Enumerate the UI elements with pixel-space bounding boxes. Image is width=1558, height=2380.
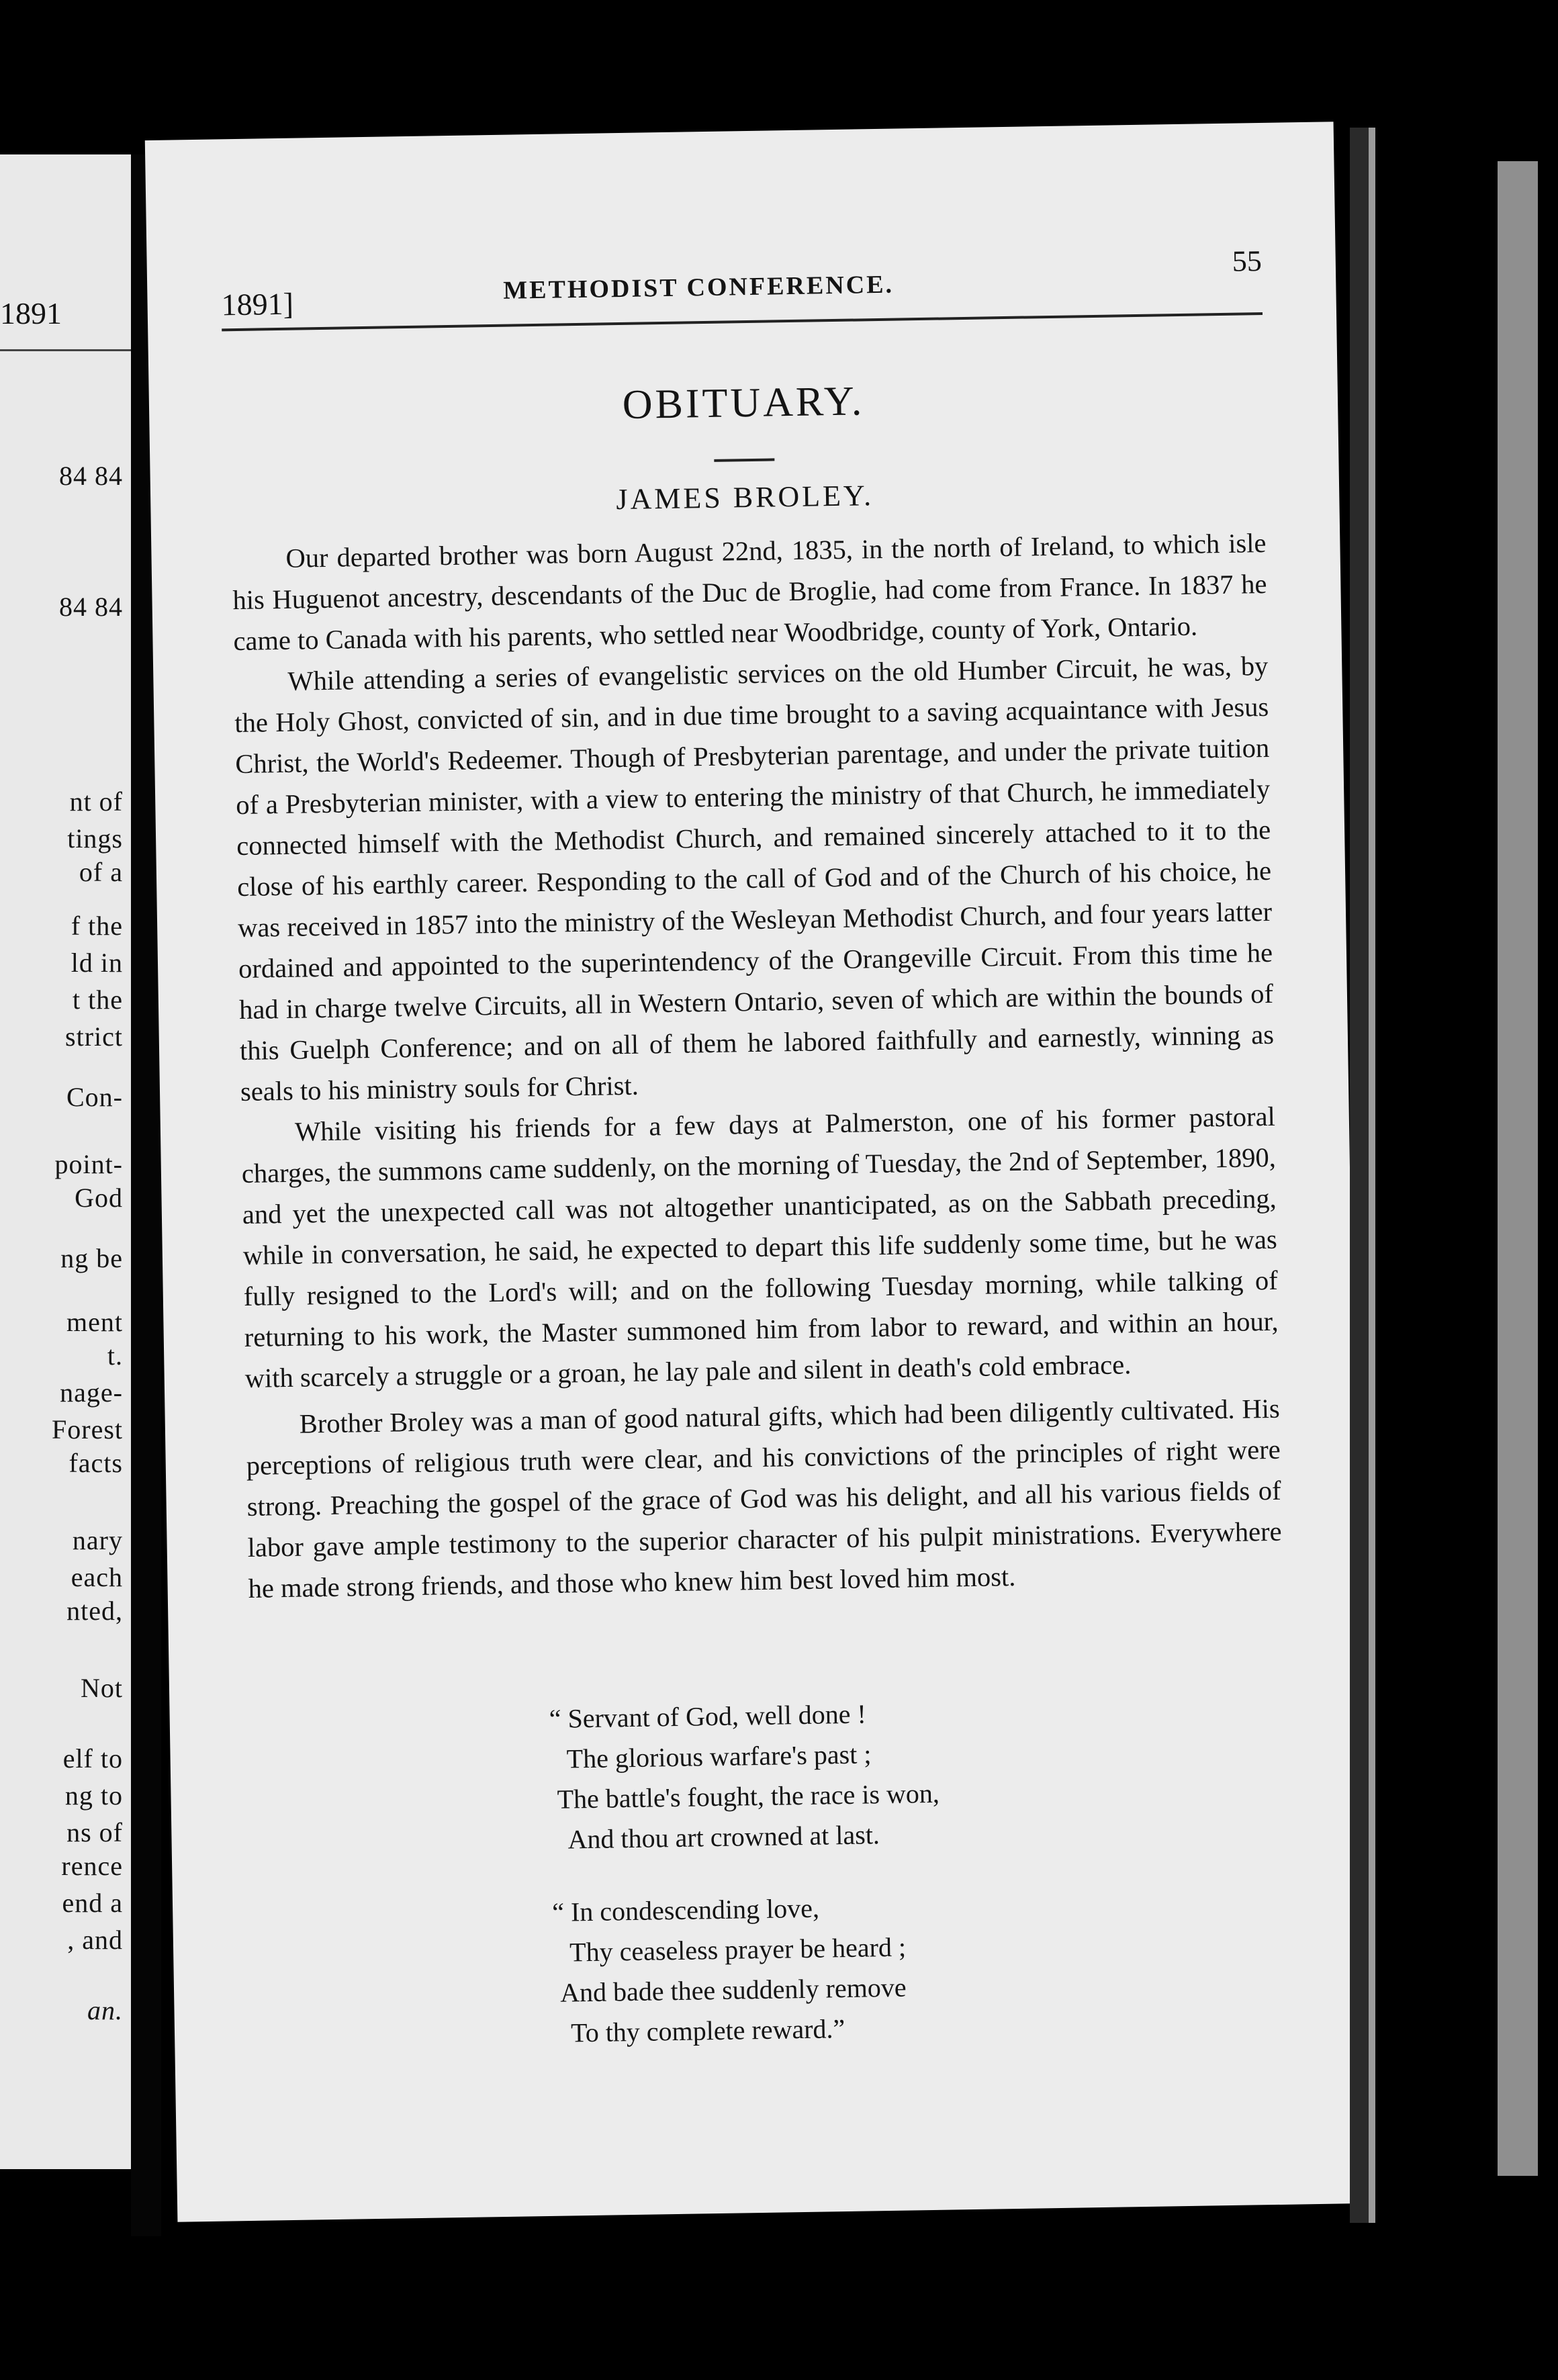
left-page-rule: [0, 349, 131, 351]
left-fragment: rence: [61, 1851, 123, 1881]
paragraph-birth: Our departed brother was born August 22nd, 1835, in the north of Ireland, to which isle his Huguenot ancestry, descendants of the Duc de Broglie, had come from France. In 1837 he came to Canada with his parents, who settled near Woodbridge, county of York, Ontario.: [232, 527, 1267, 657]
left-fragment: f the: [71, 911, 123, 941]
left-fragment: ld in: [71, 948, 123, 978]
left-fragment: Forest: [52, 1414, 123, 1445]
left-fragment: nage-: [60, 1377, 123, 1408]
left-fragment: 84 84: [59, 461, 123, 491]
poem-line: The glorious warfare's past ;: [566, 1739, 872, 1774]
book-page: [145, 122, 1366, 2222]
left-page-fragment: [0, 154, 131, 2169]
poem-line: And bade thee suddenly remove: [559, 1972, 907, 2008]
left-fragment: Not: [81, 1673, 123, 1703]
subject-name: JAMES BROLEY.: [616, 479, 874, 516]
poem-line: Thy ceaseless prayer be heard ;: [569, 1931, 907, 1968]
paragraph-ministry: While attending a series of evangelistic services on the old Humber Circuit, he was, by the Holy Ghost, convicted of sin, and in due time brought to a saving acquaintance with Jesus Christ, the World's Redeemer. Though of Presbyterian parentage, and under the private tuition of a Presbyterian minister, with a view to entering the ministry of that Church, he immediately connected himself with the Methodist Church, and remained sincerely attached to it to the close of his earthly career. Responding to the call of God and of the Church of his choice, he was received in 1857 into the ministry of the Wesleyan Methodist Church, and four years latter ordained and appointed to the superintendency of the Orangeville Circuit. From this time he had in charge twelve Circuits, all in Western Ontario, seven of which are within the bounds of this Guelph Conference; and on all of them he labored faithfully and earnestly, winning as seals to his ministry souls for Christ.: [234, 650, 1275, 1107]
left-fragment: of a: [79, 857, 123, 887]
page-edge-shadow: [1350, 128, 1369, 2223]
left-fragment: nt of: [69, 786, 123, 817]
hymn-quotation: [169, 1686, 1364, 2092]
left-fragment: point-: [54, 1149, 123, 1179]
left-fragment: nted,: [66, 1596, 123, 1626]
far-page-strip: [1498, 161, 1538, 2176]
left-fragment: ng to: [64, 1780, 123, 1811]
left-fragment: elf to: [62, 1743, 123, 1774]
left-fragment: nary: [72, 1525, 123, 1555]
left-fragment: end a: [62, 1888, 123, 1918]
poem-stanza: [529, 1692, 1001, 1860]
left-fragment: each: [71, 1562, 123, 1592]
left-page-year: 1891: [0, 296, 62, 330]
left-fragment: ns of: [66, 1817, 123, 1847]
left-fragment: tings: [67, 823, 123, 854]
heading-dash: [714, 458, 774, 461]
poem-line: To thy complete reward.”: [570, 2013, 845, 2048]
left-fragment: , and: [67, 1925, 123, 1955]
poem-line: “ In condescending love,: [551, 1892, 820, 1927]
running-head-year: 1891]: [221, 286, 294, 322]
left-fragment: ment: [66, 1307, 123, 1337]
running-head-title: METHODIST CONFERENCE.: [503, 270, 895, 305]
left-fragment: strict: [65, 1021, 123, 1052]
poem-line: “ Servant of God, well done !: [549, 1698, 867, 1734]
poem-stanza: [532, 1885, 1005, 2054]
paragraph-character: Brother Broley was a man of good natural gifts, which had been diligently cultivated. His perceptions of religious truth were clear, and his convictions of the principles of right were strong. Preaching the gospel of the grace of God was his delight, and all his various fields of labor gave ample testimony to the superior character of his pulpit ministrations. Everywhere he made strong friends, and those who knew him best loved him most.: [246, 1393, 1282, 1604]
obituary-body: [232, 522, 1283, 1609]
left-fragment: t the: [73, 985, 123, 1015]
poem-line: And thou art crowned at last.: [567, 1819, 880, 1855]
running-head: [221, 244, 1263, 322]
left-fragment: 84 84: [59, 592, 123, 622]
paragraph-death: While visiting his friends for a few days at Palmerston, one of his former pastoral charges, the summons came suddenly, on the morning of Tuesday, the 2nd of September, 1890, and yet the unexpected call was not altogether unanticipated, as on the Sabbath preceding, while in conversation, he said, he expected to depart this life suddenly some time, but he was fully resigned to the Lord's will; and on the following Tuesday morning, while talking of returning to his work, the Master summoned him from labor to reward, and within an hour, with scarcely a struggle or a groan, he lay pale and silent in death's cold embrace.: [241, 1101, 1279, 1393]
left-fragment: facts: [68, 1448, 123, 1478]
left-fragment: ng be: [60, 1243, 123, 1273]
page-edge-highlight: [1369, 128, 1375, 2223]
poem-line: The battle's fought, the race is won,: [557, 1778, 940, 1815]
left-fragment: God: [75, 1183, 123, 1213]
page-number: 55: [1232, 244, 1263, 278]
left-fragment: Con-: [66, 1082, 123, 1112]
left-fragment: t.: [107, 1340, 123, 1371]
obituary-heading: OBITUARY.: [622, 378, 865, 428]
left-fragment: an.: [87, 1995, 123, 2025]
